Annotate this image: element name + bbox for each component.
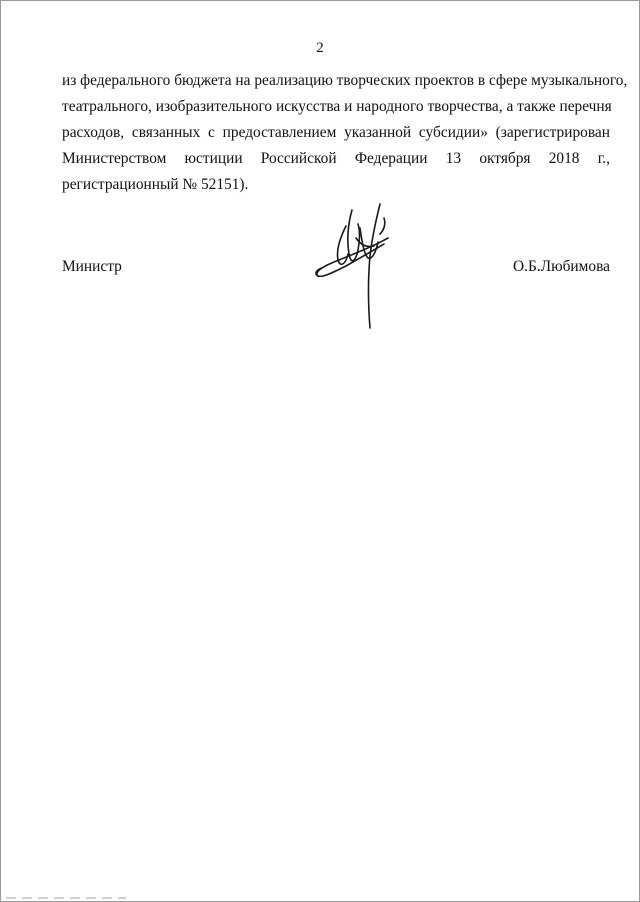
- signatory-name: О.Б.Любимова: [513, 258, 610, 275]
- signatory-title: Министр: [62, 258, 122, 275]
- paragraph-line: регистрационный № 52151).: [62, 176, 249, 193]
- paragraph-line: расходов, связанных с предоставлением указанной субсидии» (зарегистрирован: [62, 124, 610, 141]
- paragraph-line: Министерством юстиции Российской Федерации 13 октября 2018 г.,: [62, 150, 610, 167]
- body-paragraph: [62, 68, 628, 198]
- paragraph-line: театрального, изобразительного искусства и народного творчества, а также перечня: [62, 98, 612, 115]
- scan-artifact: [6, 897, 126, 899]
- paragraph-line: из федерального бюджета на реализацию творческих проектов в сфере музыкального,: [62, 72, 628, 89]
- handwritten-signature: [300, 198, 405, 333]
- page-number: 2: [316, 40, 324, 56]
